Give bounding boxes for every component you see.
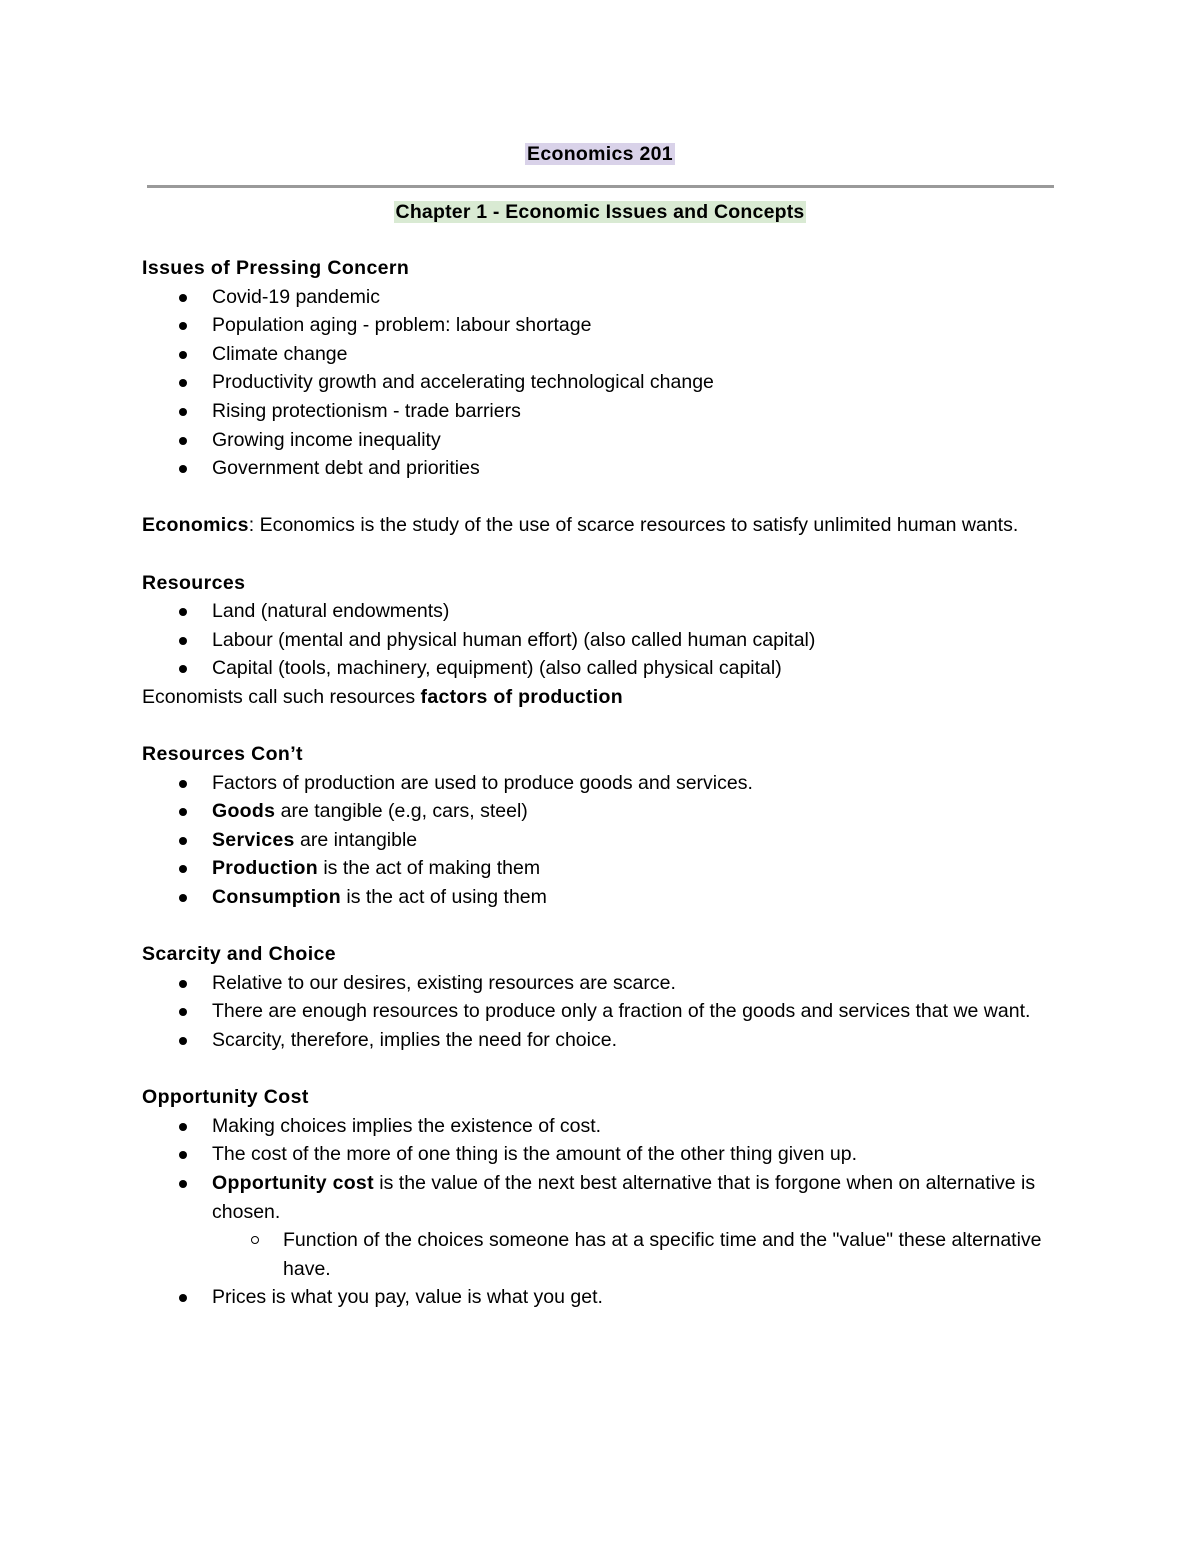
list-item: Rising protectionism - trade barriers — [142, 397, 1052, 426]
chapter-title: Chapter 1 - Economic Issues and Concepts — [395, 201, 805, 223]
document-title: Economics 201 — [527, 143, 673, 165]
list-item: Factors of production are used to produce goods and services. — [142, 769, 1052, 798]
title-line — [0, 139, 1200, 169]
list-item: Population aging - problem: labour shortage — [142, 311, 1052, 340]
list-item: Covid-19 pandemic — [142, 283, 1052, 312]
list-item: Making choices implies the existence of cost. — [142, 1112, 1052, 1141]
chapter-line — [0, 197, 1200, 227]
bullet-icon — [179, 837, 187, 845]
list-item: There are enough resources to produce only a fraction of the goods and services that we want. — [142, 997, 1052, 1026]
resources-note: Economists call such resources factors of production — [142, 685, 623, 708]
bullet-icon — [179, 865, 187, 873]
bullet-icon — [179, 608, 187, 616]
section-heading-resources: Resources — [142, 571, 246, 594]
bullet-icon — [179, 665, 187, 673]
bullet-icon — [179, 894, 187, 902]
list-item: Labour (mental and physical human effort) (also called human capital) — [142, 626, 1052, 655]
opportunity-list — [142, 1112, 1052, 1312]
hollow-bullet-icon — [251, 1236, 259, 1244]
resources-cont-list — [142, 769, 1052, 912]
bullet-icon — [179, 1151, 187, 1159]
economics-definition — [142, 511, 1052, 540]
list-item: Opportunity cost is the value of the next best alternative that is forgone when on alternative is chosen. — [142, 1169, 1052, 1226]
list-item: Growing income inequality — [142, 426, 1052, 455]
opportunity-cost-term: Opportunity cost — [212, 1172, 374, 1194]
list-item: Goods are tangible (e.g, cars, steel) — [142, 797, 1052, 826]
bullet-icon — [179, 1294, 187, 1302]
list-item: Climate change — [142, 340, 1052, 369]
bullet-icon — [179, 808, 187, 816]
bullet-icon — [179, 379, 187, 387]
list-item: Relative to our desires, existing resources are scarce. — [142, 969, 1052, 998]
list-item: Consumption is the act of using them — [142, 883, 1052, 912]
bullet-icon — [179, 1123, 187, 1131]
factors-of-production-term: factors of production — [420, 685, 623, 708]
list-item: Land (natural endowments) — [142, 597, 1052, 626]
bullet-icon — [179, 1008, 187, 1016]
list-item: Capital (tools, machinery, equipment) (also called physical capital) — [142, 654, 1052, 683]
list-item: Scarcity, therefore, implies the need for choice. — [142, 1026, 1052, 1055]
bullet-icon — [179, 322, 187, 330]
bullet-icon — [179, 351, 187, 359]
economics-term: Economics — [142, 514, 249, 537]
bullet-icon — [179, 465, 187, 473]
resources-list — [142, 597, 1052, 683]
list-item: Government debt and priorities — [142, 454, 1052, 483]
list-item: Services are intangible — [142, 826, 1052, 855]
bullet-icon — [179, 980, 187, 988]
section-heading-scarcity: Scarcity and Choice — [142, 943, 337, 966]
bullet-icon — [179, 294, 187, 302]
list-item: Productivity growth and accelerating technological change — [142, 368, 1052, 397]
economics-definition-text: : Economics is the study of the use of scarce resources to satisfy unlimited human wants. — [248, 514, 1019, 537]
document-body — [142, 254, 1052, 1312]
section-heading-opportunity: Opportunity Cost — [142, 1086, 309, 1109]
bullet-icon — [179, 408, 187, 416]
section-heading-issues: Issues of Pressing Concern — [142, 257, 410, 279]
bullet-icon — [179, 1037, 187, 1045]
horizontal-rule — [147, 185, 1054, 188]
issues-list — [142, 283, 1052, 483]
list-item: Production is the act of making them — [142, 854, 1052, 883]
list-item: The cost of the more of one thing is the amount of the other thing given up. — [142, 1140, 1052, 1169]
sub-list-item: Function of the choices someone has at a specific time and the "value" these alternative have. — [142, 1226, 1052, 1283]
bullet-icon — [179, 637, 187, 645]
bullet-icon — [179, 1180, 187, 1188]
section-heading-resources-cont: Resources Con’t — [142, 743, 303, 766]
list-item: Prices is what you pay, value is what you get. — [142, 1283, 1052, 1312]
bullet-icon — [179, 780, 187, 788]
bullet-icon — [179, 437, 187, 445]
scarcity-list — [142, 969, 1052, 1055]
